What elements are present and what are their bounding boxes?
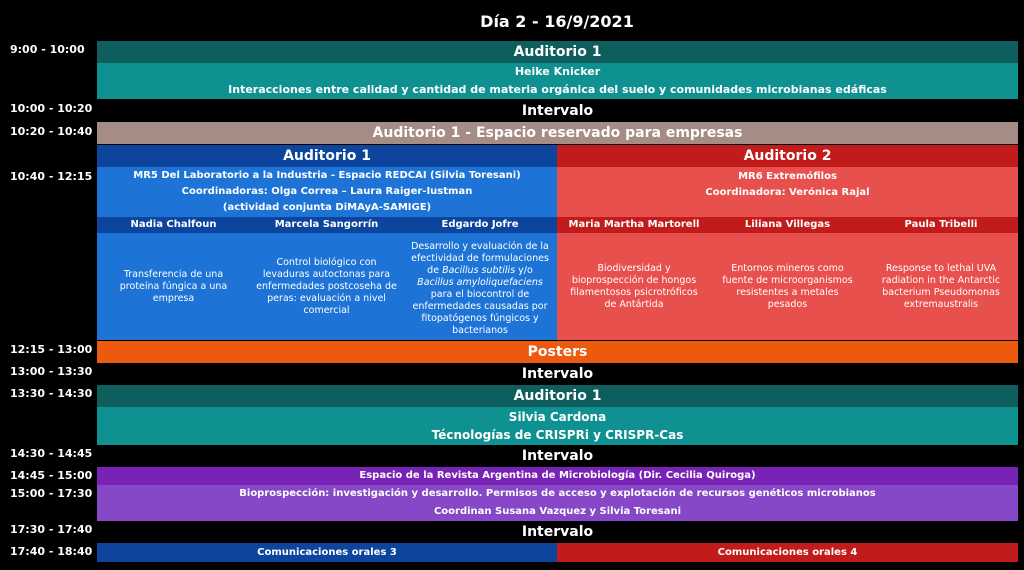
slot-row-11: [0, 521, 1018, 543]
talk-description: [403, 233, 557, 340]
journal-block: Espacio de la Revista Argentina de Microbiología (Dir. Cecilia Quiroga): [97, 467, 1018, 485]
speaker-name: Nadia Chalfoun: [97, 217, 250, 233]
slot-row-12: [0, 543, 1018, 562]
time-label: 17:40 - 18:40: [0, 543, 96, 562]
time-label: 10:40 - 12:15: [0, 145, 96, 340]
talk-description: Entornos mineros como fuente de microorganismos resistentes a metales pesados: [711, 233, 864, 340]
speaker-name: Liliana Villegas: [711, 217, 864, 233]
talk-description: Control biológico con levaduras autoctonas para enfermedades postcoseha de peras: evaluación a nivel comercial: [250, 233, 403, 340]
session-coordinators: Coordinadoras: Olga Correa – Laura Raiger-Iustman: [181, 186, 473, 197]
slot-row-5: [0, 341, 1018, 363]
speaker-name: Silvia Cardona: [508, 410, 607, 424]
session-title: MR6 Extremófilos: [738, 171, 837, 182]
talk-description: Biodiversidad y bioprospección de hongos filamentosos psicrotróficos de Antártida: [557, 233, 711, 340]
talk-description: Response to lethal UVA radiation in the Antarctic bacterium Pseudomonas extremaustralis: [864, 233, 1018, 340]
room-header: Auditorio 1: [97, 41, 1018, 63]
slot-row-7: [0, 385, 1018, 445]
companies-block: Auditorio 1 - Espacio reservado para empresas: [97, 122, 1018, 144]
desc-text: y/o: [515, 265, 533, 276]
slot-row-8: [0, 445, 1018, 467]
break-label: Intervalo: [97, 445, 1018, 467]
speaker-name: Heike Knicker: [514, 65, 601, 78]
species-name: Bacillus amyloliquefaciens: [417, 277, 543, 288]
time-label: 13:30 - 14:30: [0, 385, 96, 445]
desc-text: Desarrollo y evaluación de la efectividad de formulaciones de: [411, 241, 549, 276]
room-header-right: Auditorio 2: [557, 145, 1018, 167]
break-label: Intervalo: [97, 363, 1018, 385]
time-label: 10:20 - 10:40: [0, 122, 96, 144]
speaker-name: Maria Martha Martorell: [557, 217, 711, 233]
time-label: 15:00 - 17:30: [0, 485, 96, 521]
talk-title: Técnologías de CRISPRi y CRISPR-Cas: [431, 428, 684, 442]
break-label: Intervalo: [97, 100, 1018, 122]
session-info-right: [557, 167, 1018, 217]
slot-row-3: [0, 122, 1018, 144]
slot-row-2: [0, 100, 1018, 122]
talk-title: Interacciones entre calidad y cantidad de materia orgánica del suelo y comunidades microbianas edáficas: [228, 83, 887, 96]
room-header: Auditorio 1: [97, 385, 1018, 407]
time-label: 17:30 - 17:40: [0, 521, 96, 543]
break-label: Intervalo: [97, 521, 1018, 543]
slot-row-10: [0, 485, 1018, 521]
keynote-block: [97, 407, 1018, 445]
bioprospection-block: [97, 485, 1018, 521]
slot-row-9: [0, 467, 1018, 485]
slot-row-4: [0, 145, 1018, 340]
time-label: 9:00 - 10:00: [0, 41, 96, 99]
session-coordinators: Coordinan Susana Vazquez y Silvia Toresani: [433, 506, 682, 517]
posters-block: Posters: [97, 341, 1018, 363]
time-label: 10:00 - 10:20: [0, 100, 96, 122]
session-title: MR5 Del Laboratorio a la Industria - Espacio REDCAI (Silvia Toresani): [133, 170, 521, 181]
slot-row-1: [0, 41, 1018, 99]
session-coordinators: Coordinadora: Verónica Rajal: [705, 187, 870, 198]
time-label: 13:00 - 13:30: [0, 363, 96, 385]
oral-session-left: Comunicaciones orales 3: [97, 543, 557, 562]
speaker-name: Paula Tribelli: [864, 217, 1018, 233]
room-header-left: Auditorio 1: [97, 145, 557, 167]
desc-text: para el biocontrol de enfermedades causadas por fitopatógenos fúngicos y bacterianos: [412, 289, 548, 336]
oral-session-right: Comunicaciones orales 4: [557, 543, 1018, 562]
session-note: (actividad conjunta DiMAyA-SAMIGE): [222, 202, 432, 213]
page-title: Día 2 - 16/9/2021: [480, 11, 634, 31]
session-title: Bioprospección: investigación y desarrollo. Permisos de acceso y explotación de recursos genéticos microbianos: [239, 488, 876, 499]
species-name: Bacillus subtilis: [442, 265, 516, 276]
time-label: 14:45 - 15:00: [0, 467, 96, 485]
slot-row-6: [0, 363, 1018, 385]
talk-description: Transferencia de una proteína fúngica a una empresa: [97, 233, 250, 340]
speaker-name: Edgardo Jofre: [403, 217, 557, 233]
session-info-left: [97, 167, 557, 217]
time-label: 12:15 - 13:00: [0, 341, 96, 363]
time-label: 14:30 - 14:45: [0, 445, 96, 467]
speaker-name: Marcela Sangorrín: [250, 217, 403, 233]
keynote-block: [97, 63, 1018, 99]
